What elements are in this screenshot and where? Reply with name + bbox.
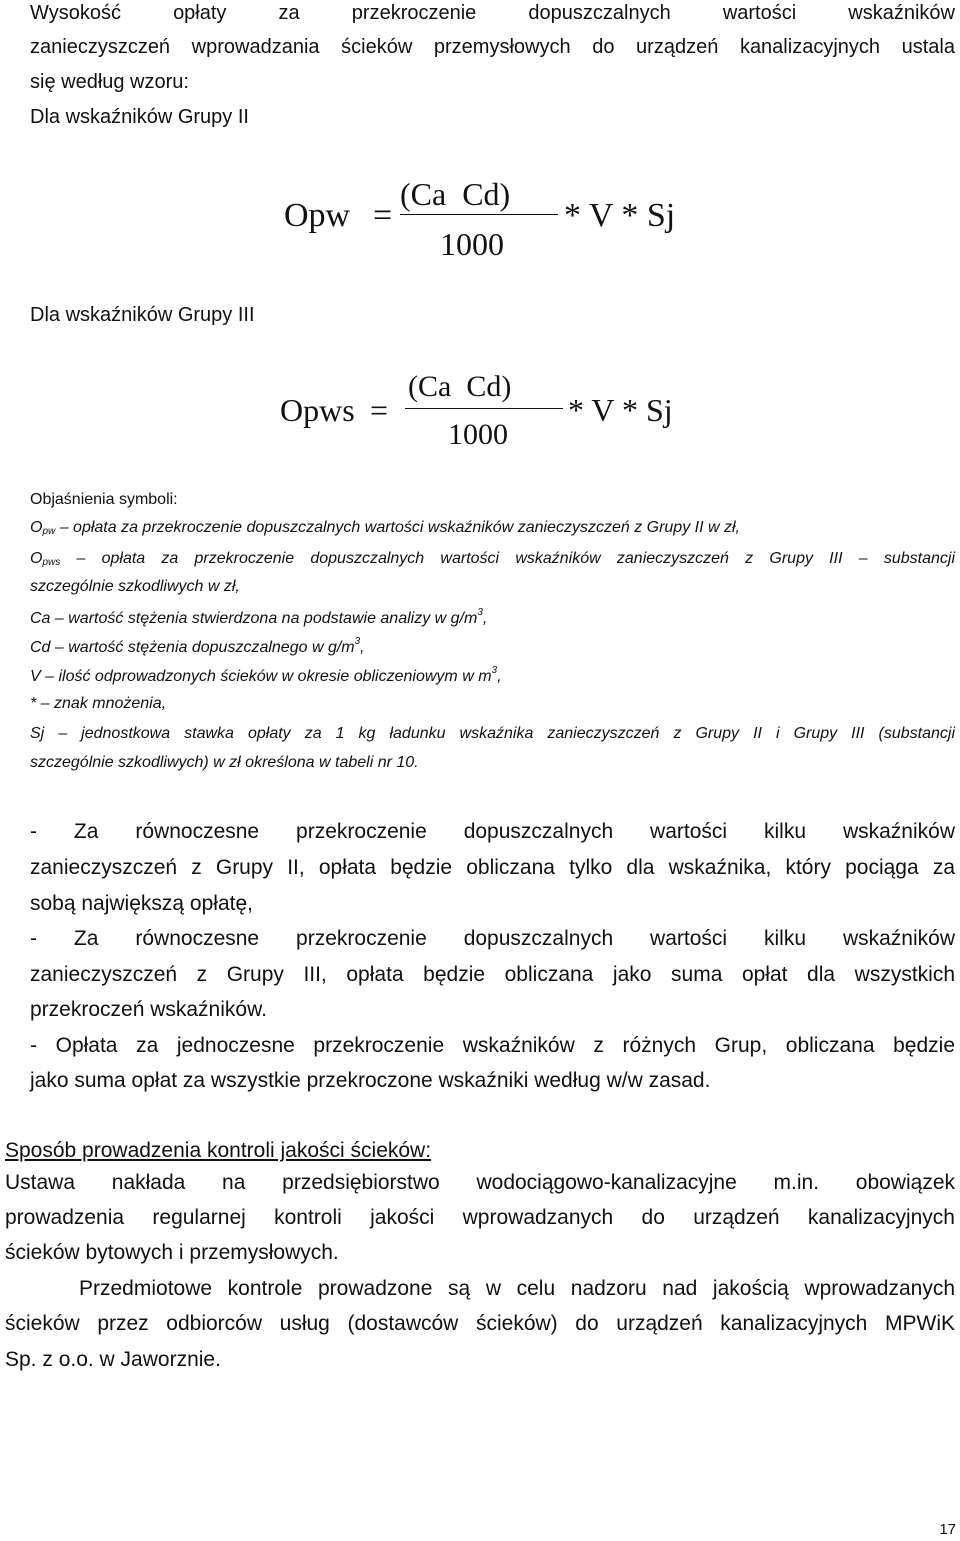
symbol-ca-sup: 3	[477, 607, 483, 618]
control-p1-line-3: ścieków bytowych i przemysłowych.	[5, 1241, 339, 1264]
symbol-opws-subscript: pws	[42, 557, 61, 568]
rule-3-line-2: jako suma opłat za wszystkie przekroczone wskaźniki według w/w zasad.	[30, 1069, 711, 1092]
symbol-cd	[30, 636, 955, 657]
symbol-sj: Sj – jednostkowa stawka opłaty za 1 kg ładunku wskaźnika zanieczyszczeń z Grupy II i Grupy III (substancji	[30, 725, 955, 742]
formula1-numerator: (Ca Cd)	[400, 176, 511, 212]
control-heading: Sposób prowadzenia kontroli jakości ścieków:	[5, 1139, 432, 1162]
symbol-v-end: ,	[497, 668, 502, 685]
symbol-ca-end: ,	[482, 610, 488, 627]
symbol-opw-text: – opłata za przekroczenie dopuszczalnych wartości wskaźników zanieczyszczeń z Grupy II w zł,	[59, 519, 740, 536]
rule-3-line-1: - Opłata za jednoczesne przekroczenie wskaźników z różnych Grup, obliczana będzie	[30, 1034, 955, 1057]
symbol-v-sup: 3	[491, 665, 498, 676]
symbol-sj-cont: szczególnie szkodliwych) w zł określona w tabeli nr 10.	[30, 754, 419, 771]
symbol-cd-end: ,	[360, 639, 365, 656]
symbol-opws-cont: szczególnie szkodliwych w zł,	[30, 578, 240, 595]
formula2-lhs: Opws	[280, 392, 355, 428]
formula2-denominator: 1000	[448, 418, 508, 451]
control-p2-line-3: Sp. z o.o. w Jaworznie.	[5, 1348, 221, 1371]
symbol-opw-subscript: pw	[42, 526, 56, 537]
formula2-rhs: * V * Sj	[568, 392, 673, 428]
symbol-v	[30, 665, 955, 686]
formula1-eq: =	[373, 197, 393, 234]
control-p2-line-2: ścieków przez odbiorców usług (dostawców ścieków) do urządzeń kanalizacyjnych MPWiK	[5, 1312, 955, 1335]
symbol-cd-text: Cd – wartość stężenia dopuszczalnego w g/m	[30, 639, 355, 656]
rule-2-line-2: zanieczyszczeń z Grupy III, opłata będzie obliczana jako suma opłat dla wszystkich	[30, 963, 955, 986]
symbol-opw-letter: O	[30, 519, 43, 536]
group3-label: Dla wskaźników Grupy III	[30, 304, 255, 326]
symbol-v-text: V – ilość odprowadzonych ścieków w okresie obliczeniowym w m	[30, 668, 492, 685]
symbol-ca	[30, 607, 955, 628]
formula1-denominator: 1000	[440, 226, 504, 262]
intro-line-1: Wysokość opłaty za przekroczenie dopuszczalnych wartości wskaźników	[30, 2, 955, 24]
rule-1-line-1: - Za równoczesne przekroczenie dopuszczalnych wartości kilku wskaźników	[30, 820, 955, 843]
symbol-opws-letter: O	[30, 550, 43, 567]
formula2-fraction-bar	[405, 408, 563, 409]
symbol-opws-text: – opłata za przekroczenie dopuszczalnych wartości wskaźników zanieczyszczeń z Grupy III – substancji	[76, 550, 956, 567]
symbol-opw	[30, 519, 955, 537]
rule-2-line-1: - Za równoczesne przekroczenie dopuszczalnych wartości kilku wskaźników	[30, 927, 955, 950]
rule-2-line-3: przekroczeń wskaźników.	[30, 998, 267, 1021]
control-p2-line-1: Przedmiotowe kontrole prowadzone są w celu nadzoru nad jakością wprowadzanych	[79, 1277, 955, 1300]
symbol-cd-sup: 3	[354, 636, 361, 647]
rule-1-line-3: sobą największą opłatę,	[30, 892, 253, 915]
control-p1-line-2: prowadzenia regularnej kontroli jakości wprowadzanych do urządzeń kanalizacyjnych	[5, 1206, 955, 1229]
formula1-lhs: Opw	[284, 197, 351, 234]
formula2-eq: =	[370, 392, 389, 428]
symbols-title: Objaśnienia symboli:	[30, 491, 178, 508]
rule-1-line-2: zanieczyszczeń z Grupy II, opłata będzie obliczana tylko dla wskaźnika, który pociąga za	[30, 856, 955, 879]
formula1-fraction-bar	[400, 214, 558, 215]
control-p1-line-1: Ustawa nakłada na przedsiębiorstwo wodociągowo-kanalizacyjne m.in. obowiązek	[5, 1171, 955, 1194]
symbol-star: * – znak mnożenia,	[30, 695, 167, 712]
symbol-ca-text: Ca – wartość stężenia stwierdzona na podstawie analizy w g/m	[30, 610, 478, 627]
intro-line-2: zanieczyszczeń wprowadzania ścieków przemysłowych do urządzeń kanalizacyjnych ustala	[30, 36, 955, 58]
formula1-rhs: * V * Sj	[564, 197, 676, 234]
intro-line-3: się według wzoru:	[30, 71, 189, 93]
page-number: 17	[939, 1521, 956, 1538]
group2-label: Dla wskaźników Grupy II	[30, 106, 249, 128]
symbol-opws	[30, 550, 955, 568]
formula2-numerator: (Ca Cd)	[408, 370, 512, 403]
